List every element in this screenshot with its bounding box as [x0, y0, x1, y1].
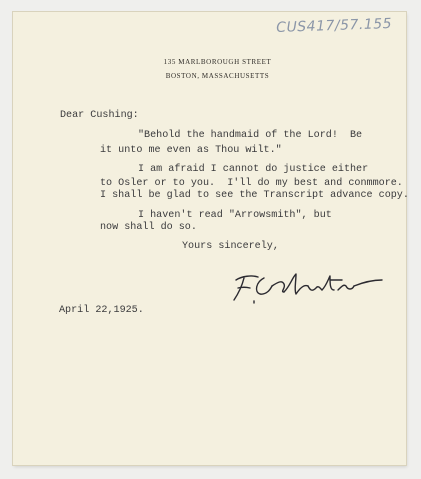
paragraph2-line-1: I am afraid I cannot do justice either — [138, 164, 369, 175]
paragraph2-line-2: to Osler or to you. I'll do my best and conmmore. — [100, 178, 403, 189]
paragraph3-line-2: now shall do so. — [100, 222, 197, 233]
quote-line-1: "Behold the handmaid of the Lord! Be — [138, 130, 363, 141]
letter-date: April 22,1925. — [59, 305, 144, 316]
paragraph2-line-3: I shall be glad to see the Transcript advance copy. — [100, 190, 409, 201]
closing: Yours sincerely, — [182, 241, 279, 252]
handwritten-signature — [226, 268, 386, 308]
catalog-number: CUS417/57.155 — [276, 15, 393, 36]
quote-line-2: it unto me even as Thou wilt." — [100, 145, 282, 156]
letterhead-address-line1: 135 MARLBOROUGH STREET — [163, 58, 272, 66]
paragraph3-line-1: I haven't read "Arrowsmith", but — [138, 210, 332, 221]
salutation: Dear Cushing: — [60, 110, 139, 121]
letterhead-address-line2: BOSTON, MASSACHUSETTS — [165, 72, 270, 80]
